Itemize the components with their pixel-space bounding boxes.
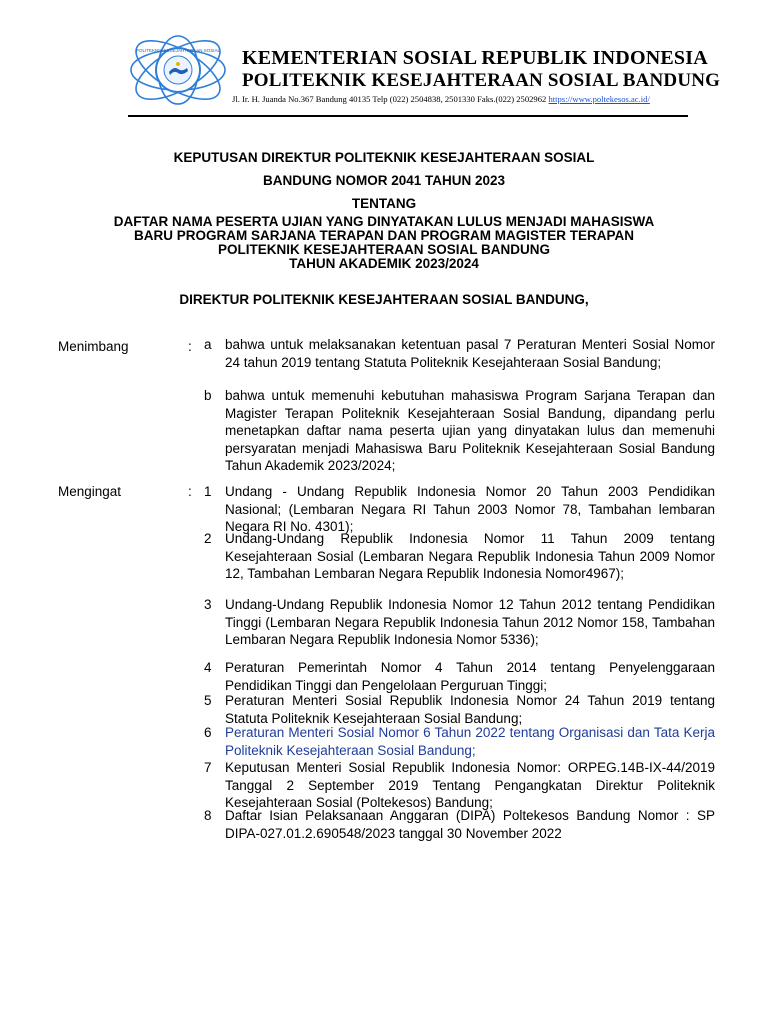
letterhead-divider [128,115,688,117]
mengingat-colon: : [188,484,192,499]
decree-subject-line1: DAFTAR NAMA PESERTA UJIAN YANG DINYATAKAN LULUS MENJADI MAHASISWA [113,214,655,229]
menimbang-colon: : [188,339,192,354]
mengingat-item: Peraturan Menteri Sosial Nomor 6 Tahun 2022 tentang Organisasi dan Tata Kerja Politeknik Kesejahteraan Sosial Bandung; [225,725,715,758]
mengingat-item: Undang-Undang Republik Indonesia Nomor 12 Tahun 2012 tentang Pendidikan Tinggi (Lembaran Negara Republik Indonesia Tahun 2012 Nomor 158, Tambahan Lembaran Negara Republik Indonesia Nomor 5336); [225,597,715,648]
menimbang-item: bahwa untuk memenuhi kebutuhan mahasiswa Program Sarjana Terapan dan Magister Terapan Politeknik Kesejahteraan Sosial Bandung, dipandang perlu menetapkan daftar nama peserta ujian yang dinyatakan lulus dan memenuhi persyaratan menjadi Mahasiswa Baru Politeknik Kesejahteraan Sosial Bandung Tahun Akademik 2023/2024; [225,388,715,474]
website-link[interactable]: https://www.poltekesos.ac.id/ [548,94,650,104]
poltekesos-logo [128,34,228,106]
mengingat-marker: 3 [204,597,212,612]
decree-subject-line3: POLITEKNIK KESEJAHTERAAN SOSIAL BANDUNG [217,242,551,257]
mengingat-label: Mengingat [58,484,122,499]
mengingat-marker: 7 [204,760,212,775]
mengingat-marker: 6 [204,725,212,740]
decree-title-line1: KEPUTUSAN DIREKTUR POLITEKNIK KESEJAHTERAAN SOSIAL [173,150,595,165]
logo-ring-text: POLITEKNIK KESEJAHTERAAN SOSIAL [135,48,221,53]
decree-subject-line2: BARU PROGRAM SARJANA TERAPAN DAN PROGRAM MAGISTER TERAPAN [133,228,634,243]
mengingat-item: Peraturan Menteri Sosial Republik Indonesia Nomor 24 Tahun 2019 tentang Statuta Politeknik Kesejahteraan Sosial Bandung; [225,693,715,726]
mengingat-marker: 4 [204,660,212,675]
mengingat-item: Daftar Isian Pelaksanaan Anggaran (DIPA) Poltekesos Bandung Nomor : SP DIPA-027.01.2.690548/2023 tanggal 30 November 2022 [225,808,715,841]
menimbang-label: Menimbang [58,339,129,354]
mengingat-marker: 8 [204,808,212,823]
mengingat-marker: 2 [204,531,212,546]
decree-number: BANDUNG NOMOR 2041 TAHUN 2023 [262,173,506,188]
mengingat-item: Undang - Undang Republik Indonesia Nomor 20 Tahun 2003 Pendidikan Nasional; (Lembaran Negara RI Tahun 2003 Nomor 78, Tambahan lembaran Negara RI No. 4301); [225,484,715,535]
mengingat-item: Peraturan Pemerintah Nomor 4 Tahun 2014 tentang Penyelenggaraan Pendidikan Tinggi dan Pengelolaan Perguruan Tinggi; [225,660,715,693]
letterhead-ministry: KEMENTERIAN SOSIAL REPUBLIK INDONESIA [242,47,708,69]
letterhead-address: Jl. Ir. H. Juanda No.367 Bandung 40135 Telp (022) 2504838, 2501330 Faks.(022) 2502962 [232,94,549,104]
decree-tentang: TENTANG [351,196,417,211]
menimbang-item: bahwa untuk melaksanakan ketentuan pasal 7 Peraturan Menteri Sosial Nomor 24 tahun 2019 tentang Statuta Politeknik Kesejahteraan Sosial Bandung; [225,337,715,370]
letterhead-address-line [232,94,650,104]
mengingat-marker: 5 [204,693,212,708]
menimbang-marker: a [204,337,212,352]
mengingat-item: Keputusan Menteri Sosial Republik Indonesia Nomor: ORPEG.14B-IX-44/2019 Tanggal 2 September 2019 Tentang Pengangkatan Direktur Politeknik Kesejahteraan Sosial (Poltekesos) Bandung; [225,760,715,811]
director-heading: DIREKTUR POLITEKNIK KESEJAHTERAAN SOSIAL BANDUNG, [179,292,589,307]
decree-subject-line4: TAHUN AKADEMIK 2023/2024 [289,256,479,271]
menimbang-marker: b [204,388,212,403]
mengingat-marker: 1 [204,484,212,499]
mengingat-item: Undang-Undang Republik Indonesia Nomor 11 Tahun 2009 tentang Kesejahteraan Sosial (Lembaran Negara Republik Indonesia Tahun 2009 Nomor 12, Tambahan Lembaran Negara Republik Indonesia Nomor4967); [225,531,715,582]
letterhead-institution: POLITEKNIK KESEJAHTERAAN SOSIAL BANDUNG [242,70,721,91]
